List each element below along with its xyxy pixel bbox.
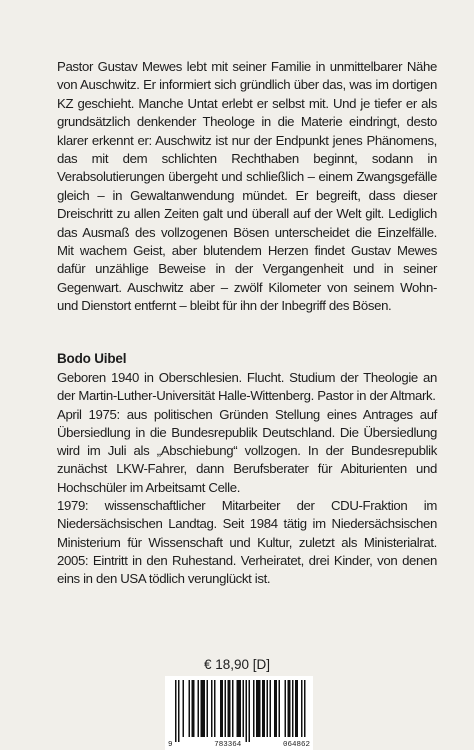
barcode-bar xyxy=(175,680,177,742)
barcode-bar xyxy=(292,680,294,737)
barcode-bar xyxy=(178,680,180,742)
barcode-bar xyxy=(304,680,306,737)
barcode-bar xyxy=(198,680,200,737)
barcode-bar xyxy=(211,680,213,737)
price-label: € 18,90 [D] xyxy=(203,657,271,672)
barcode-bar xyxy=(249,680,251,742)
barcode-bar xyxy=(237,680,242,737)
barcode-bar xyxy=(267,680,269,737)
author-bio xyxy=(57,369,437,589)
barcode-digit-lead: 9 xyxy=(168,741,173,749)
barcode-bar xyxy=(274,680,277,737)
barcode-bar xyxy=(232,680,234,737)
barcode-bar xyxy=(262,680,265,737)
blurb-text: Pastor Gustav Mewes lebt mit seiner Familie in unmittelbarer Nähe von Auschwitz. Er informiert sich gründlich über das, was im dortigen KZ geschieht. Manche Untat erlebt er selbst mit. Und je tiefer er als grundsätzlich denkender Theologe in die Materie eindringt, desto klarer erkennt er: Auschwitz ist nur der Endpunkt jenes Phänomens, das mit dem schlichten Rechthaben beginnt, sodann in Verabsolutierungen übergeht und schließlich – einem Zwangsgefälle gleich – in Gewaltanwendung mündet. Er begreift, dass dieser Dreischritt zu allen Zeiten galt und überall auf der Welt gilt. Lediglich das Ausmaß des vollzogenen Bösen unterscheidet die Einzelfälle. Mit wachem Geist, aber blutendem Herzen findet Gustav Mewes dafür unzählige Beweise in der Vergangenheit und in seiner Gegenwart. Auschwitz aber – zwölf Kilometer von seinem Wohn- und Dienstort entfernt – bleibt für ihn der Inbegriff des Bösen. xyxy=(57,59,437,314)
barcode-bar xyxy=(253,680,255,737)
bio-paragraph-2: April 1975: aus politischen Gründen Stellung eines Antrages auf Übersiedlung in die Bundesrepublik Deutschland. Die Übersiedlung wird im Juli als „Abschiebung“ vollzogen. In der Bundesrepublik zunächst LKW-Fahrer, dann Berufsberater für Abiturienten und Hochschüler im Arbeitsamt Celle. xyxy=(57,406,437,495)
bio-paragraph-1: Geboren 1940 in Oberschlesien. Flucht. Studium der Theologie an der Martin-Luther-Universität Halle-Wittenberg. Pastor in der Altmark. xyxy=(57,370,437,404)
barcode-bar xyxy=(285,680,287,737)
barcode-bar xyxy=(288,680,291,737)
author-name: Bodo Uibel xyxy=(57,351,127,366)
barcode-bar xyxy=(295,680,298,737)
barcode-bar xyxy=(214,680,216,737)
barcode-bar xyxy=(270,680,272,737)
barcode-bar xyxy=(192,680,195,737)
barcode-bar xyxy=(183,680,185,737)
barcode-bar xyxy=(279,680,281,737)
barcode-bars xyxy=(165,676,313,742)
barcode-bar xyxy=(228,680,231,737)
barcode-bar xyxy=(301,680,303,737)
bio-paragraph-3: 1979: wissenschaftlicher Mitarbeiter der CDU-Fraktion im Niedersächsischen Landtag. Seit 1984 tätig im Niedersächsischen Ministerium für Wissenschaft und Kultur, zuletzt als Ministerialrat. 2005: Eintritt in den Ruhestand. Verheiratet, drei Kinder, von denen eins in den USA tödlich verunglückt ist. xyxy=(57,498,437,587)
barcode-bar xyxy=(256,680,261,737)
barcode-digit-group-1: 783364 xyxy=(214,741,242,749)
barcode-bar xyxy=(201,680,206,737)
barcode-bar xyxy=(220,680,223,737)
isbn-barcode xyxy=(165,676,313,750)
barcode-bar xyxy=(225,680,227,737)
barcode-bar xyxy=(207,680,209,737)
barcode-digit-group-2: 064862 xyxy=(282,741,310,749)
barcode-digits xyxy=(165,741,313,749)
barcode-bar xyxy=(246,680,248,742)
book-blurb xyxy=(57,58,437,316)
barcode-bar xyxy=(243,680,245,737)
barcode-bar xyxy=(189,680,191,737)
